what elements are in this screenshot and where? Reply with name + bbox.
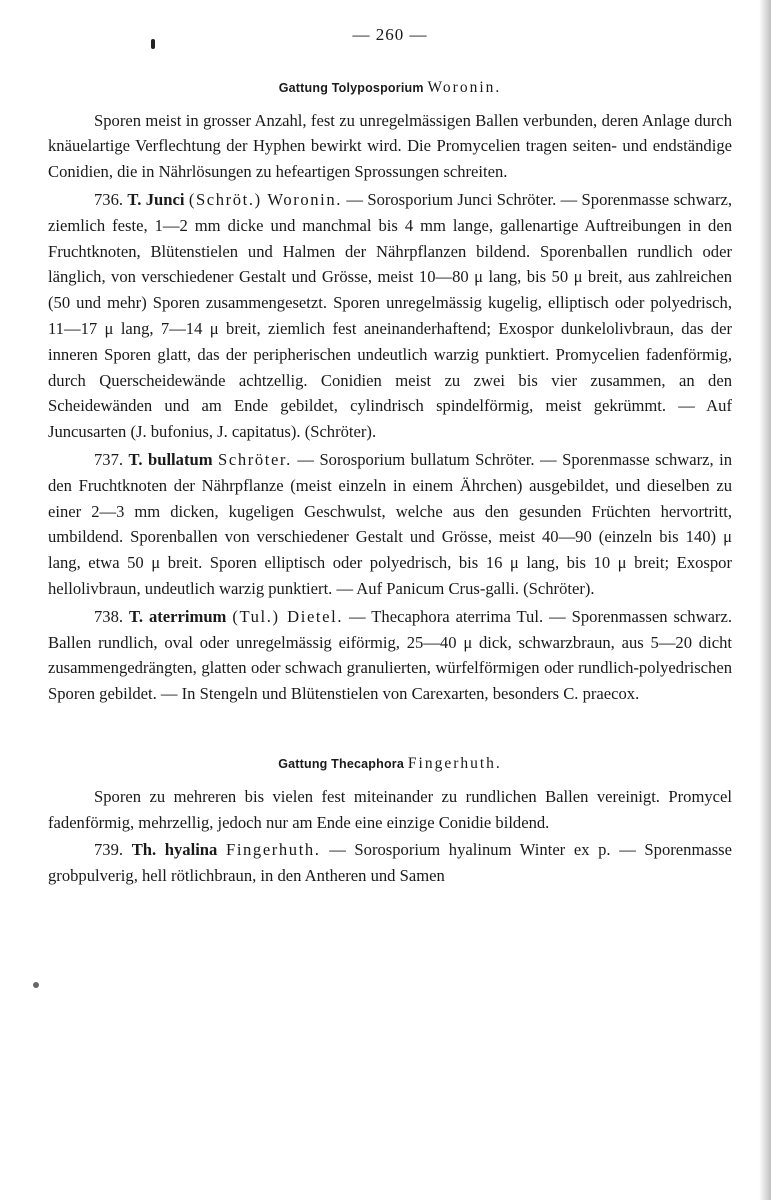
species-name: T. bullatum <box>128 449 213 469</box>
species-number: 739. <box>94 840 124 860</box>
genus-heading <box>48 75 732 102</box>
genus-name: Gattung Thecaphora <box>278 756 405 771</box>
species-author: (Schröt.) Woronin. <box>188 189 343 209</box>
document-page <box>48 22 732 889</box>
genus-author: Fingerhuth. <box>407 754 502 772</box>
species-number: 737. <box>94 449 124 469</box>
scan-speck <box>33 982 39 988</box>
species-text: — Sorosporium hyalinum Winter ex p. — Sporenmasse grobpulverig, hell rötlichbraun, in den Antheren und Samen <box>48 840 732 886</box>
genus-author: Woronin. <box>427 78 502 96</box>
species-number: 736. <box>94 189 124 209</box>
section-gap <box>48 707 732 751</box>
species-entry <box>48 187 732 445</box>
species-number: 738. <box>94 606 124 626</box>
page-number: — 260 — <box>352 25 428 44</box>
species-entry <box>48 447 732 602</box>
species-entry <box>48 837 732 889</box>
species-text: — Sorosporium Junci Schröter. — Sporenmasse schwarz, ziemlich feste, 1—2 mm dicke und manchmal bis 4 mm lange, gallenartige Auftreibungen in den Fruchtknoten, Blütenstielen und Halmen der Nährpflanzen bildend. Sporenballen rundlich oder länglich, von verschiedener Gestalt und Grösse, meist 10—80 μ lang, bis 50 μ breit, aus zahlreichen (50 und mehr) Sporen zusammengesetzt. Sporen unregelmässig kugelig, elliptisch oder polyedrisch, 11—17 μ lang, 7—14 μ breit, ziemlich fest aneinanderhaftend; Exospor dunkelolivbraun, das der inneren Sporen glatt, das der peripherischen undeutlich warzig punktiert. Promycelien fadenförmig, durch Querscheidewände achtzellig. Conidien meist zu zwei bis vier zusammen, an den Scheidewänden und am Ende gebildet, cylindrisch spindelförmig, meist gekrümmt. — Auf Juncusarten (J. bufonius, J. capitatus). (Schröter). <box>48 189 732 442</box>
genus-name: Gattung Tolyposporium <box>278 80 424 95</box>
genus-description: Sporen meist in grosser Anzahl, fest zu unregelmässigen Ballen verbunden, deren Anlage durch knäuelartige Verflechtung der Hyphen bewirkt wird. Die Promycelien tragen seiten- und endständige Conidien, die in Nährlösungen zu hefeartigen Sprossungen schreiten. <box>48 110 732 182</box>
species-author: (Tul.) Dietel. <box>232 606 344 626</box>
species-author: Fingerhuth. <box>225 840 321 860</box>
page-edge-shadow <box>759 0 771 1200</box>
species-text: — Thecaphora aterrima Tul. — Sporenmassen schwarz. Ballen rundlich, oval oder unregelmässig eiförmig, 25—40 μ dick, schwarzbraun, aus 5—20 dicht zusammengedrängten, glatten oder schwach granulierten, würfelförmigen oder rundlich-polyedrischen Sporen gebildet. — In Stengeln und Blütenstielen von Carexarten, besonders C. praecox. <box>48 606 732 704</box>
genus-description: Sporen zu mehreren bis vielen fest miteinander zu rundlichen Ballen vereinigt. Promycel fadenförmig, mehrzellig, jedoch nur am Ende eine einzige Conidie bildend. <box>48 786 732 832</box>
species-name: T. Junci <box>127 189 185 209</box>
species-name: T. aterrimum <box>129 606 227 626</box>
species-name: Th. hyalina <box>131 840 218 860</box>
species-text: — Sorosporium bullatum Schröter. — Sporenmasse schwarz, in den Fruchtknoten der Nährpflanze (meist einzeln in einem Ährchen) ausgebildet, und dieselben zu einer 2—3 mm dicken, kugeligen Geschwulst, welche aus den gesunden Früchten hervortritt, umbildend. Sporenballen von verschiedener Gestalt und Grösse, meist 40—90 (einzeln bis 140) μ lang, etwa 50 μ breit. Sporen elliptisch oder polyedrisch, bis 16 μ lang, bis 10 μ breit; Exospor hellolivbraun, undeutlich warzig punktiert. — Auf Panicum Crus-galli. (Schröter). <box>48 449 733 598</box>
genus-heading <box>48 751 732 778</box>
species-entry <box>48 604 732 707</box>
species-author: Schröter. <box>218 449 292 469</box>
